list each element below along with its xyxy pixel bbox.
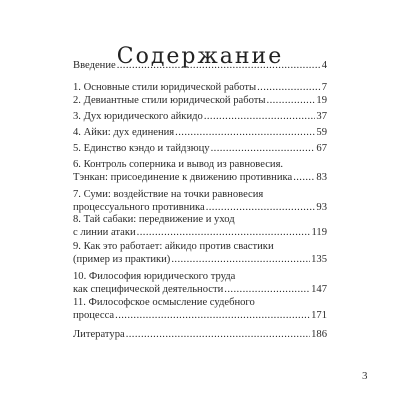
toc-entry	[73, 188, 327, 214]
toc-line	[73, 253, 327, 266]
toc-entry	[73, 270, 327, 296]
toc-line	[73, 283, 327, 296]
toc-line	[73, 270, 327, 283]
leader-dots	[267, 94, 316, 107]
toc-entry-title: 6. Контроль соперника и вывод из равновесия.	[73, 159, 284, 170]
toc-entry	[73, 81, 327, 94]
toc-line	[73, 94, 327, 107]
leader-dots	[117, 59, 321, 72]
toc-line	[73, 240, 327, 253]
toc-entry-page: 93	[316, 202, 327, 213]
toc-line	[73, 158, 327, 171]
leader-dots	[204, 110, 316, 123]
toc-entry-title: 7. Суми: воздействие на точки равновесия	[73, 189, 264, 200]
toc-entry-page: 186	[311, 329, 327, 340]
leader-dots	[171, 253, 310, 266]
toc-entry-title: 3. Дух юридического айкидо	[73, 111, 203, 122]
leader-dots	[175, 126, 315, 139]
toc-entry-title: 11. Философское осмысление судебного	[73, 297, 255, 308]
toc-entry-title: (пример из практики)	[73, 254, 171, 265]
toc-entry-title: Введение	[73, 60, 116, 71]
toc-entry-title: процесса	[73, 310, 115, 321]
toc-entry-title: Тэнкан: присоединение к движению противника	[73, 172, 293, 183]
leader-dots	[293, 171, 315, 184]
toc-entry-page: 135	[311, 254, 327, 265]
leader-dots	[126, 328, 310, 341]
toc-entry	[73, 59, 327, 72]
toc-entry-page: 119	[311, 227, 327, 238]
toc-entry-title: как специфической деятельности	[73, 284, 224, 295]
toc-line	[73, 213, 327, 226]
toc-entry	[73, 94, 327, 107]
toc-entry-page: 59	[316, 127, 327, 138]
toc-line	[73, 296, 327, 309]
toc-line	[73, 110, 327, 123]
toc-entry-title: 5. Единство кэндо и тайдзюцу	[73, 143, 210, 154]
leader-dots	[224, 283, 310, 296]
toc-entry-page: 147	[311, 284, 327, 295]
toc-entry-title: с линии атаки	[73, 227, 136, 238]
toc-entry	[73, 296, 327, 322]
toc-entry-title: 4. Айки: дух единения	[73, 127, 175, 138]
leader-dots	[137, 226, 311, 239]
toc-entry-page: 171	[311, 310, 327, 321]
page-title: Содержание	[116, 44, 284, 69]
toc-entry-page: 7	[321, 82, 327, 93]
toc-line	[73, 126, 327, 139]
leader-dots	[211, 142, 316, 155]
toc-entry	[73, 240, 327, 266]
toc-entry	[73, 142, 327, 155]
toc-entry	[73, 328, 327, 341]
toc-entry-page: 4	[321, 60, 327, 71]
toc-entry	[73, 110, 327, 123]
toc-entry	[73, 213, 327, 239]
page-number: 3	[362, 370, 368, 382]
toc-entry-page: 37	[316, 111, 327, 122]
toc-line	[73, 142, 327, 155]
toc-entry	[73, 158, 327, 184]
toc-entry-title: 10. Философия юридического труда	[73, 271, 236, 282]
toc-line	[73, 59, 327, 72]
toc-entry-title: процессуального противника	[73, 202, 205, 213]
toc-entry-title: Литература	[73, 329, 125, 340]
toc-entry-page: 83	[316, 172, 327, 183]
toc-entry-title: 8. Тай сабаки: передвижение и уход	[73, 214, 235, 225]
toc-entry-page: 19	[316, 95, 327, 106]
toc-entry-title: 2. Девиантные стили юридической работы	[73, 95, 266, 106]
toc-line	[73, 171, 327, 184]
toc-entry-title: 9. Как это работает: айкидо против свастики	[73, 241, 274, 252]
toc-line	[73, 226, 327, 239]
toc-line	[73, 328, 327, 341]
leader-dots	[257, 81, 321, 94]
toc-entry-title: 1. Основные стили юридической работы	[73, 82, 257, 93]
toc-entry	[73, 126, 327, 139]
toc-line	[73, 309, 327, 322]
toc-entry-page: 67	[316, 143, 327, 154]
leader-dots	[115, 309, 310, 322]
toc-line	[73, 188, 327, 201]
toc-line	[73, 81, 327, 94]
